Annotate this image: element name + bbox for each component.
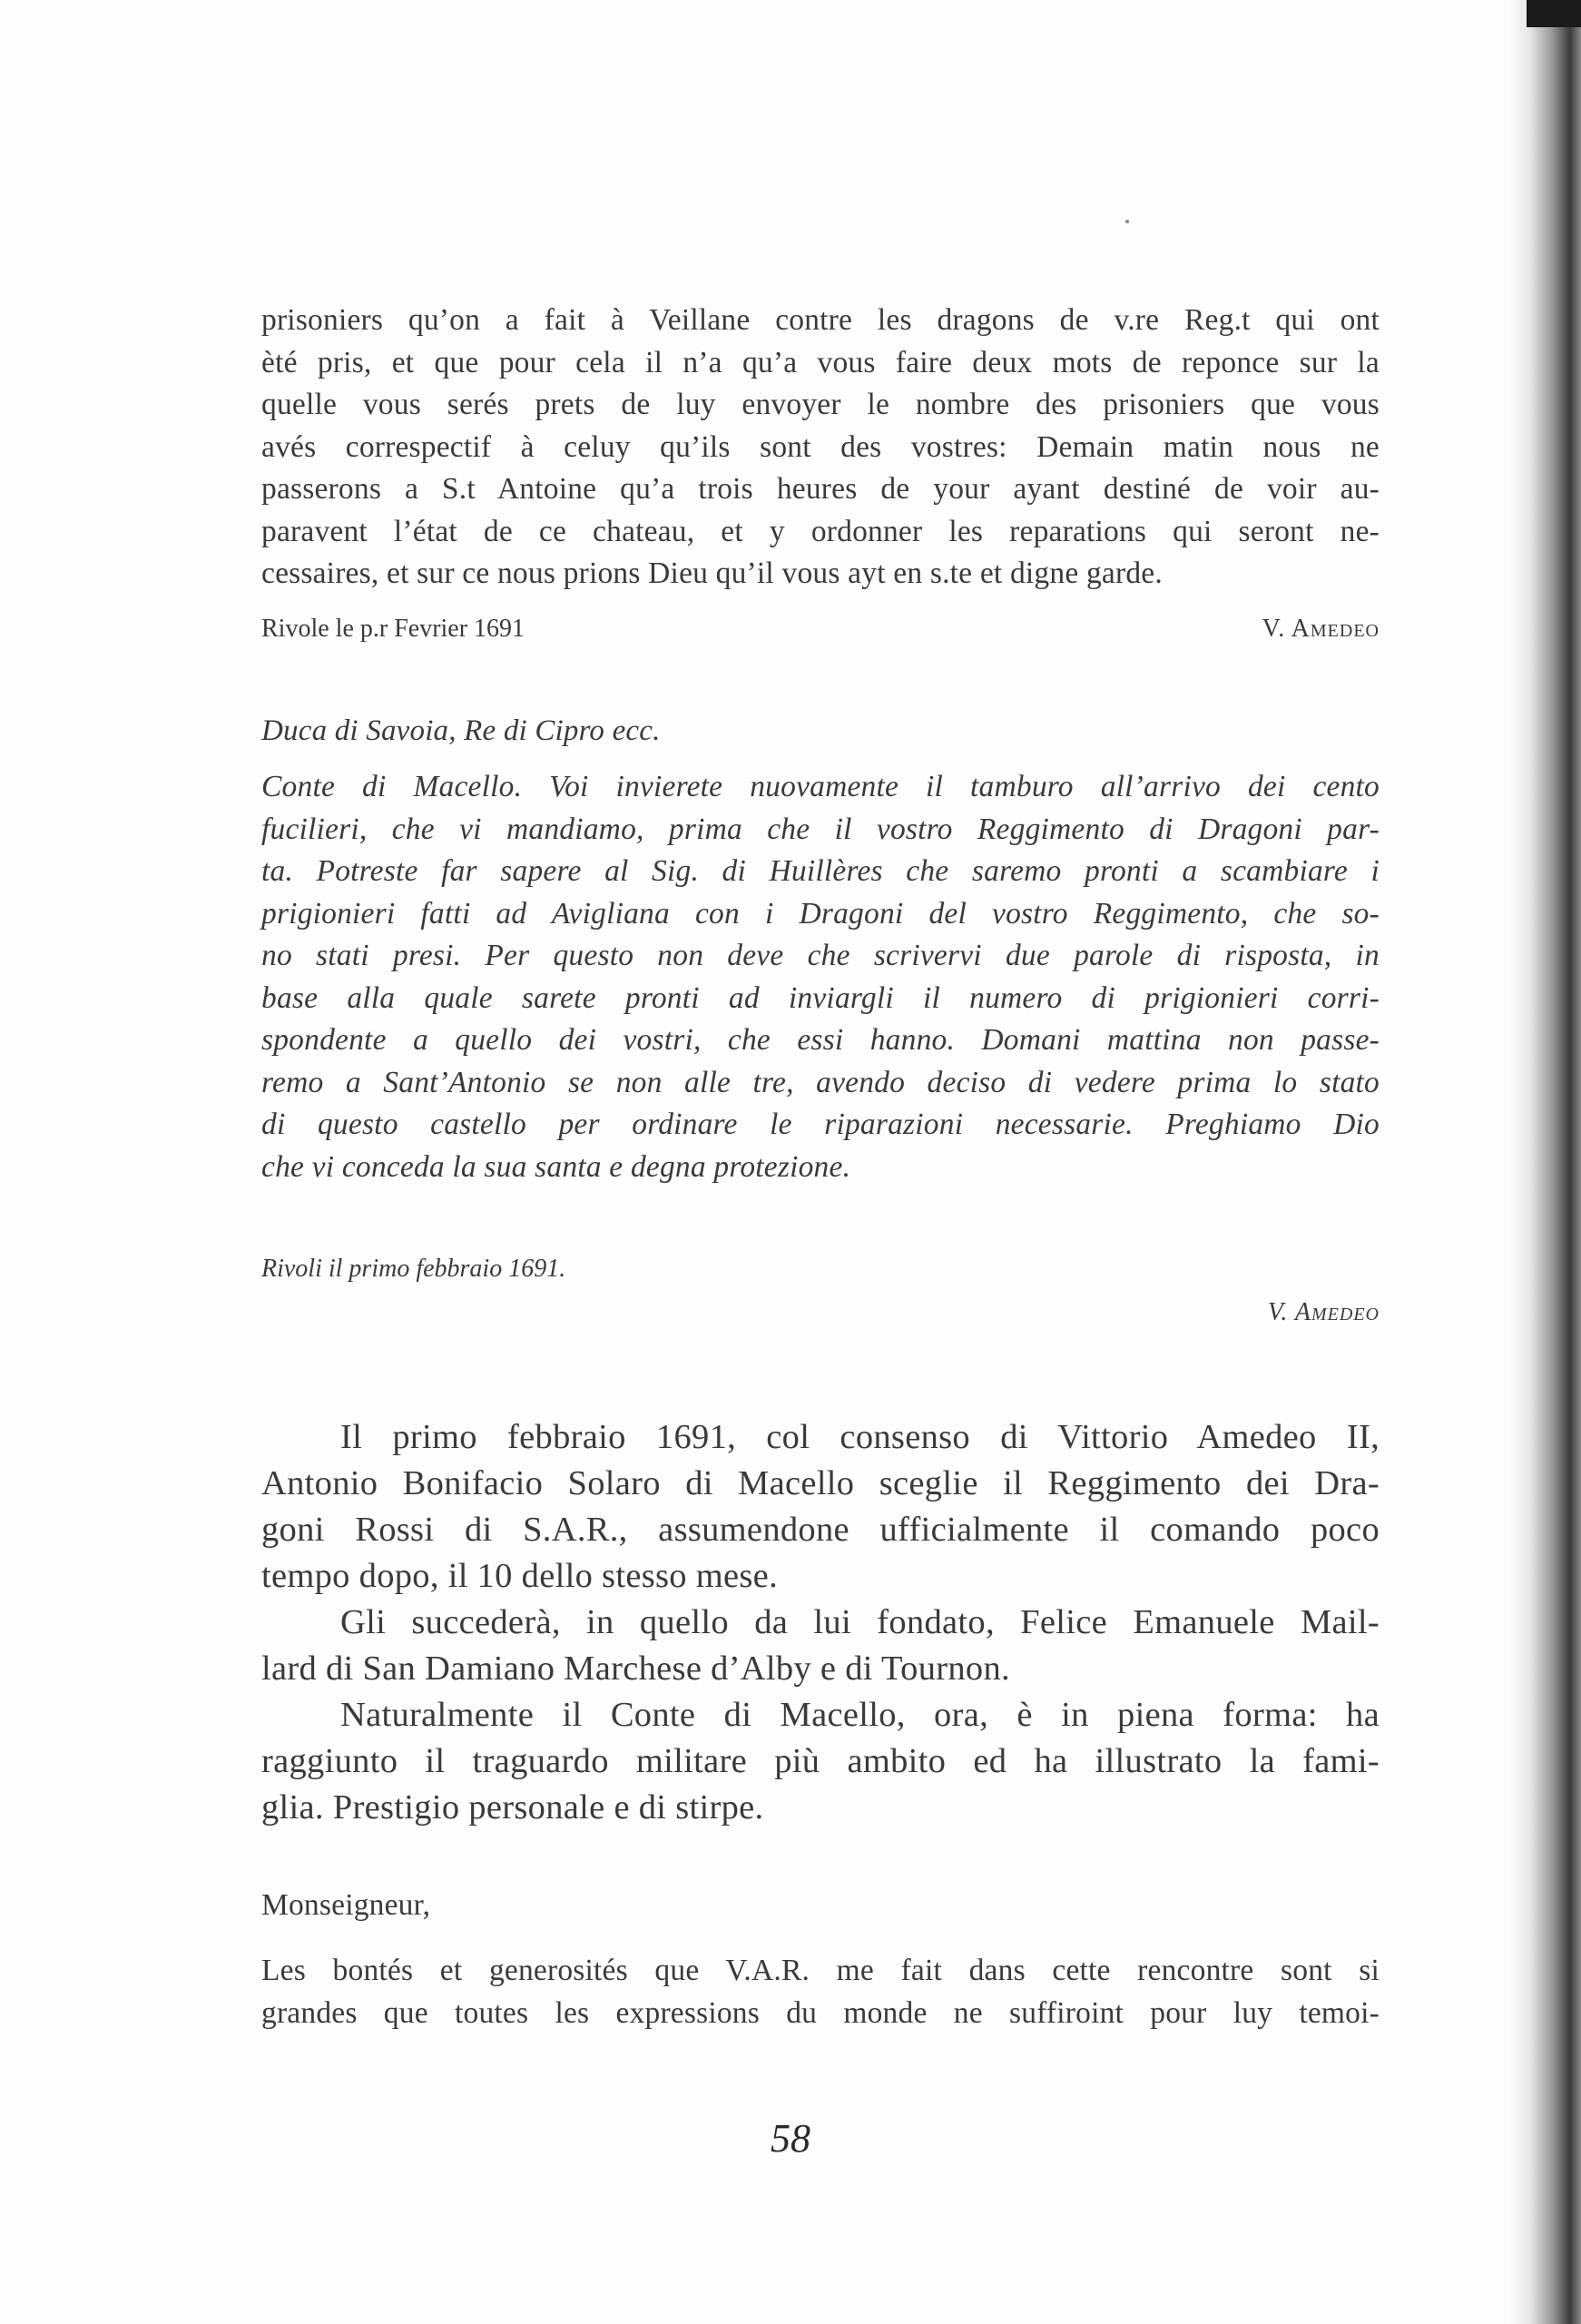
text-line: Gli succederà, in quello da lui fondato, Felice Emanuele Mail-	[340, 1603, 1380, 1641]
text-line: Antonio Bonifacio Solaro di Macello sceglie il Reggimento dei Dra-	[261, 1464, 1380, 1502]
text-line: glia. Prestigio personale e di stirpe.	[261, 1788, 764, 1827]
italian-heading-block	[261, 710, 1380, 753]
text-line: fucilieri, che vi mandiamo, prima che il vostro Reggimento di Dragoni par-	[261, 812, 1380, 846]
text-line: tempo dopo, il 10 dello stesso mese.	[261, 1557, 778, 1595]
text-line: base alla quale sarete pronti ad inviargli il numero di prigionieri corri-	[261, 980, 1380, 1015]
french-letter-2-body	[261, 1950, 1380, 2034]
signature: V. Amedeo	[1262, 615, 1380, 643]
text-line: remo a Sant’Antonio se non alle tre, avendo deciso di vedere prima lo stato	[261, 1065, 1380, 1099]
text-line: Il primo febbraio 1691, col consenso di Vittorio Amedeo II,	[340, 1418, 1380, 1456]
italian-translation-body	[261, 766, 1380, 1188]
text-line: Naturalmente il Conte di Macello, ora, è in piena forma: ha	[340, 1696, 1380, 1734]
place-date: Rivoli il primo febbraio 1691.	[261, 1255, 566, 1283]
text-line: prigionieri fatti ad Avigliana con i Dragoni del vostro Reggimento, che so-	[261, 896, 1380, 931]
scan-speck	[1125, 220, 1129, 223]
letter-closing	[261, 615, 1380, 644]
scan-edge-mark	[1527, 0, 1581, 27]
text-line: paravent l’état de ce chateau, et y ordonner les reparations qui seront ne-	[261, 514, 1380, 548]
salutation: Monseigneur,	[261, 1888, 431, 1922]
text-line: no stati presi. Per questo non deve che scrivervi due parole di risposta, in	[261, 939, 1380, 972]
heading: Duca di Savoia, Re di Cipro ecc.	[261, 714, 661, 747]
text-line: Conte di Macello. Voi invierete nuovamente il tamburo all’arrivo dei cento	[261, 770, 1380, 803]
text-line: spondente a quello dei vostri, che essi hanno. Domani mattina non passe-	[261, 1023, 1380, 1057]
signature: V. Amedeo	[1267, 1298, 1380, 1326]
page-number: 58	[771, 2116, 810, 2161]
text-line: raggiunto il traguardo militare più ambito ed ha illustrato la fami-	[261, 1742, 1380, 1780]
text-line: avés correspectif à celuy qu’ils sont des vostres: Demain matin nous ne	[261, 429, 1380, 464]
text-line: di questo castello per ordinare le riparazioni necessarie. Preghiamo Dio	[261, 1108, 1380, 1141]
text-line: grandes que toutes les expressions du monde ne suffiroint pour luy temoi-	[261, 1995, 1380, 2030]
text-line: passerons a S.t Antoine qu’a trois heures de your ayant destiné de voir au-	[261, 472, 1380, 506]
text-line: lard di San Damiano Marchese d’Alby e di Tournon.	[261, 1649, 1010, 1688]
french-letter-body	[261, 300, 1380, 596]
text-line: quelle vous serés prets de luy envoyer le nombre des prisoniers que vous	[261, 388, 1380, 421]
signature-block	[261, 1298, 1380, 1327]
narrative-body	[261, 1414, 1380, 1831]
text-line: cessaires, et sur ce nous prions Dieu qu’il vous ayt en s.te et digne garde.	[261, 556, 1163, 590]
text-line: Les bontés et generosités que V.A.R. me fait dans cette rencontre sont si	[261, 1954, 1380, 1987]
text-line: èté pris, et que pour cela il n’a qu’a vous faire deux mots de reponce sur la	[261, 345, 1380, 379]
text-line: goni Rossi di S.A.R., assumendone ufficialmente il comando poco	[261, 1511, 1380, 1549]
salutation-block	[261, 1885, 1380, 1927]
text-line: prisoniers qu’on a fait à Veillane contre les dragons de v.re Reg.t qui ont	[261, 303, 1380, 337]
text-line: che vi conceda la sua santa e degna protezione.	[261, 1149, 851, 1184]
place-date: Rivole le p.r Fevrier 1691	[261, 615, 525, 643]
text-line: ta. Potreste far sapere al Sig. di Huillères che saremo pronti a scambiare i	[261, 854, 1380, 888]
book-binding-shadow	[1508, 0, 1581, 2324]
